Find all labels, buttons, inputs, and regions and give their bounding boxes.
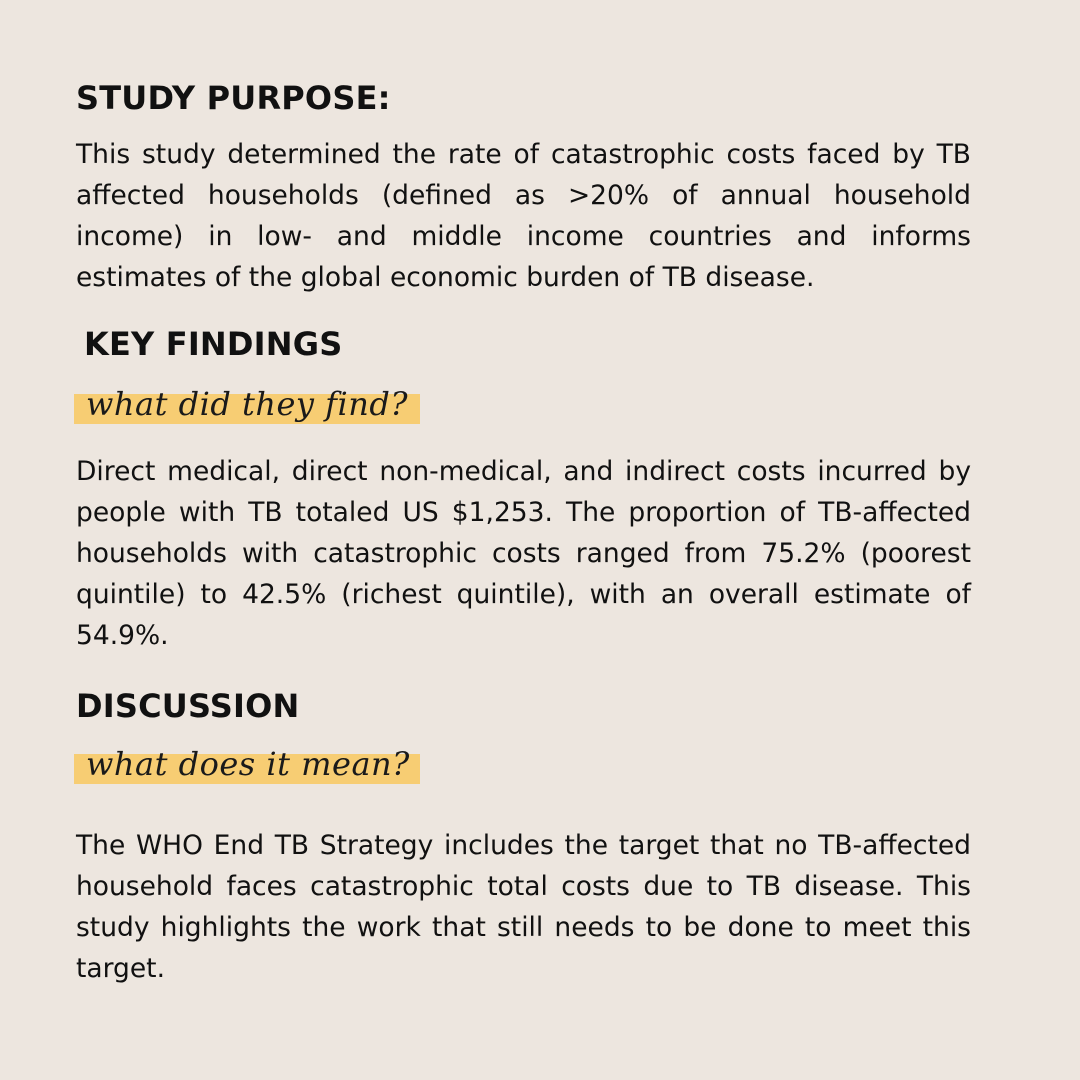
discussion-heading: DISCUSSION [76, 687, 300, 725]
key-findings-subtitle: what did they find? [86, 385, 408, 423]
study-purpose-body: This study determined the rate of catastrophic costs faced by TB affected households (defined as >20% of annual household income) in low- and middle income countries and informs estimates of the global economic burden of TB disease. [76, 139, 971, 293]
study-purpose-heading: STUDY PURPOSE: [76, 79, 391, 117]
key-findings-body: Direct medical, direct non-medical, and indirect costs incurred by people with TB totaled US $1,253. The proportion of TB-affected households with catastrophic costs ranged from 75.2% (poorest quintile) to 42.5% (richest quintile), with an overall estimate of 54.9%. [76, 456, 971, 651]
discussion-body: The WHO End TB Strategy includes the target that no TB-affected household faces catastrophic total costs due to TB disease. This study highlights the work that still needs to be done to meet this target. [76, 830, 971, 984]
key-findings-heading: KEY FINDINGS [84, 325, 343, 363]
discussion-subtitle: what does it mean? [86, 745, 410, 783]
